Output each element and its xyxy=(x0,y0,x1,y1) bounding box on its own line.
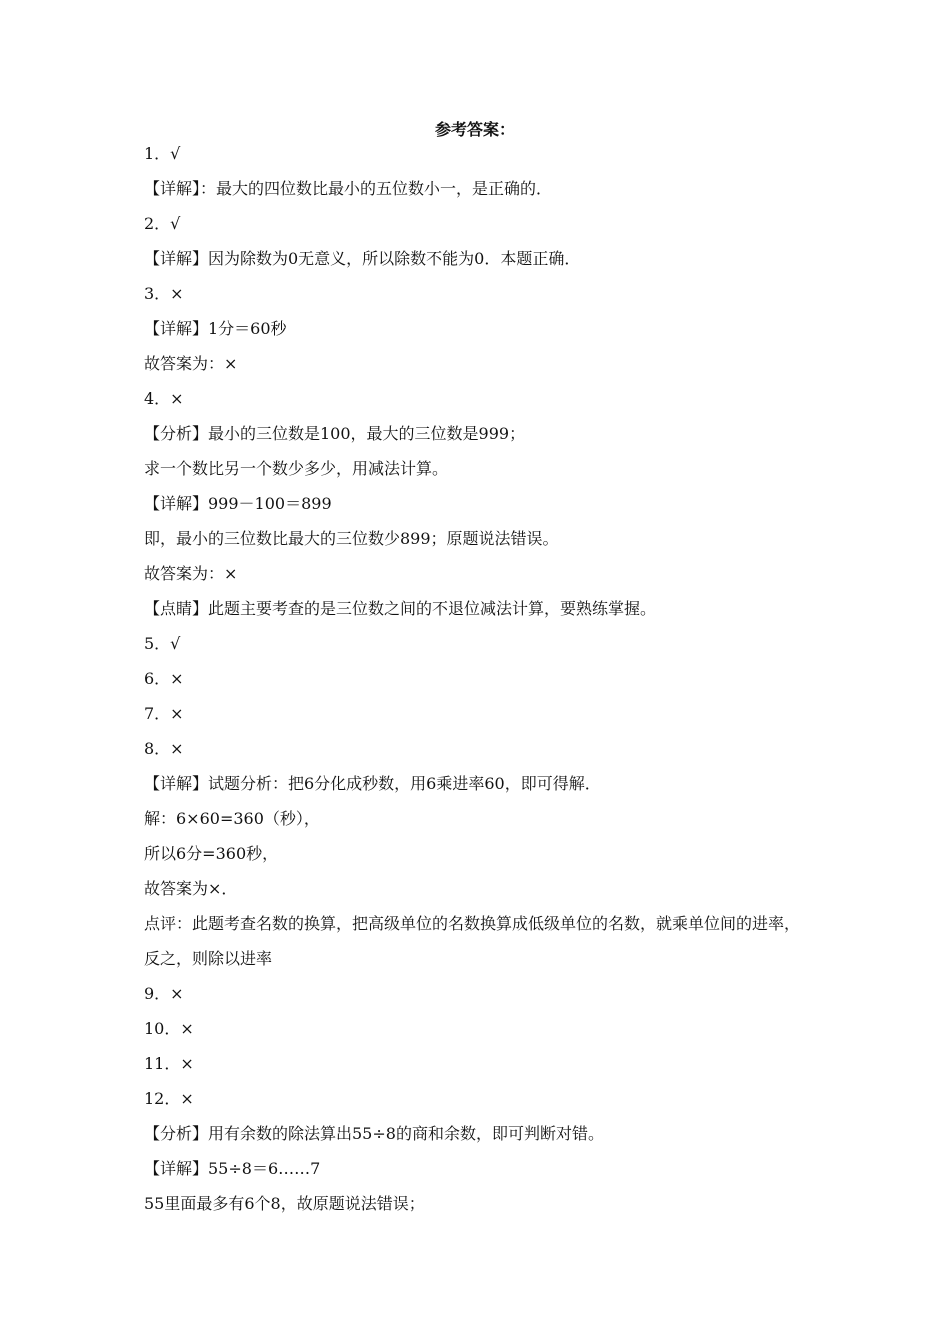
answer-line: 解：6×60=360（秒）， xyxy=(144,809,320,828)
answer-line: 9．× xyxy=(144,984,184,1003)
answer-line: 【详解】因为除数为0无意义，所以除数不能为0．本题正确． xyxy=(144,249,581,268)
answer-line: 5．√ xyxy=(144,634,181,653)
answer-line: 即，最小的三位数比最大的三位数少899；原题说法错误。 xyxy=(144,529,559,548)
answer-line: 12．× xyxy=(144,1089,194,1108)
answer-line: 【分析】用有余数的除法算出55÷8的商和余数，即可判断对错。 xyxy=(144,1124,604,1143)
answer-line: 【详解】1分＝60秒 xyxy=(144,319,287,338)
answer-line: 故答案为：× xyxy=(144,354,238,373)
answer-line: 2．√ xyxy=(144,214,181,233)
answer-line: 【详解】55÷8＝6……7 xyxy=(144,1159,321,1178)
answer-list xyxy=(144,141,814,1226)
answer-line: 10．× xyxy=(144,1019,194,1038)
page-title: 参考答案： xyxy=(434,120,515,139)
answer-line: 【详解】999－100＝899 xyxy=(144,494,332,513)
answer-line: 11．× xyxy=(144,1054,194,1073)
answer-line: 求一个数比另一个数少多少，用减法计算。 xyxy=(144,459,449,478)
answer-line: 8．× xyxy=(144,739,184,758)
answer-line: 【详解】试题分析：把6分化成秒数，用6乘进率60，即可得解． xyxy=(144,774,601,793)
answer-line: 故答案为×． xyxy=(144,879,238,898)
answer-line: 6．× xyxy=(144,669,184,688)
answer-line: 点评：此题考查名数的换算，把高级单位的名数换算成低级单位的名数，就乘单位间的进率，反之，则除以进率 xyxy=(144,914,801,968)
answer-line: 【分析】最小的三位数是100，最大的三位数是999； xyxy=(144,424,526,443)
answer-line: 【详解】：最大的四位数比最小的五位数小一，是正确的． xyxy=(144,179,553,198)
answer-line: 【点睛】此题主要考查的是三位数之间的不退位减法计算，要熟练掌握。 xyxy=(144,599,657,618)
answer-line: 3．× xyxy=(144,284,184,303)
answer-line: 故答案为：× xyxy=(144,564,238,583)
answer-line: 4．× xyxy=(144,389,184,408)
answer-line: 55里面最多有6个8，故原题说法错误； xyxy=(144,1194,425,1213)
answer-line: 1．√ xyxy=(144,144,181,163)
answer-line: 所以6分=360秒， xyxy=(144,844,279,863)
answer-line: 7．× xyxy=(144,704,184,723)
